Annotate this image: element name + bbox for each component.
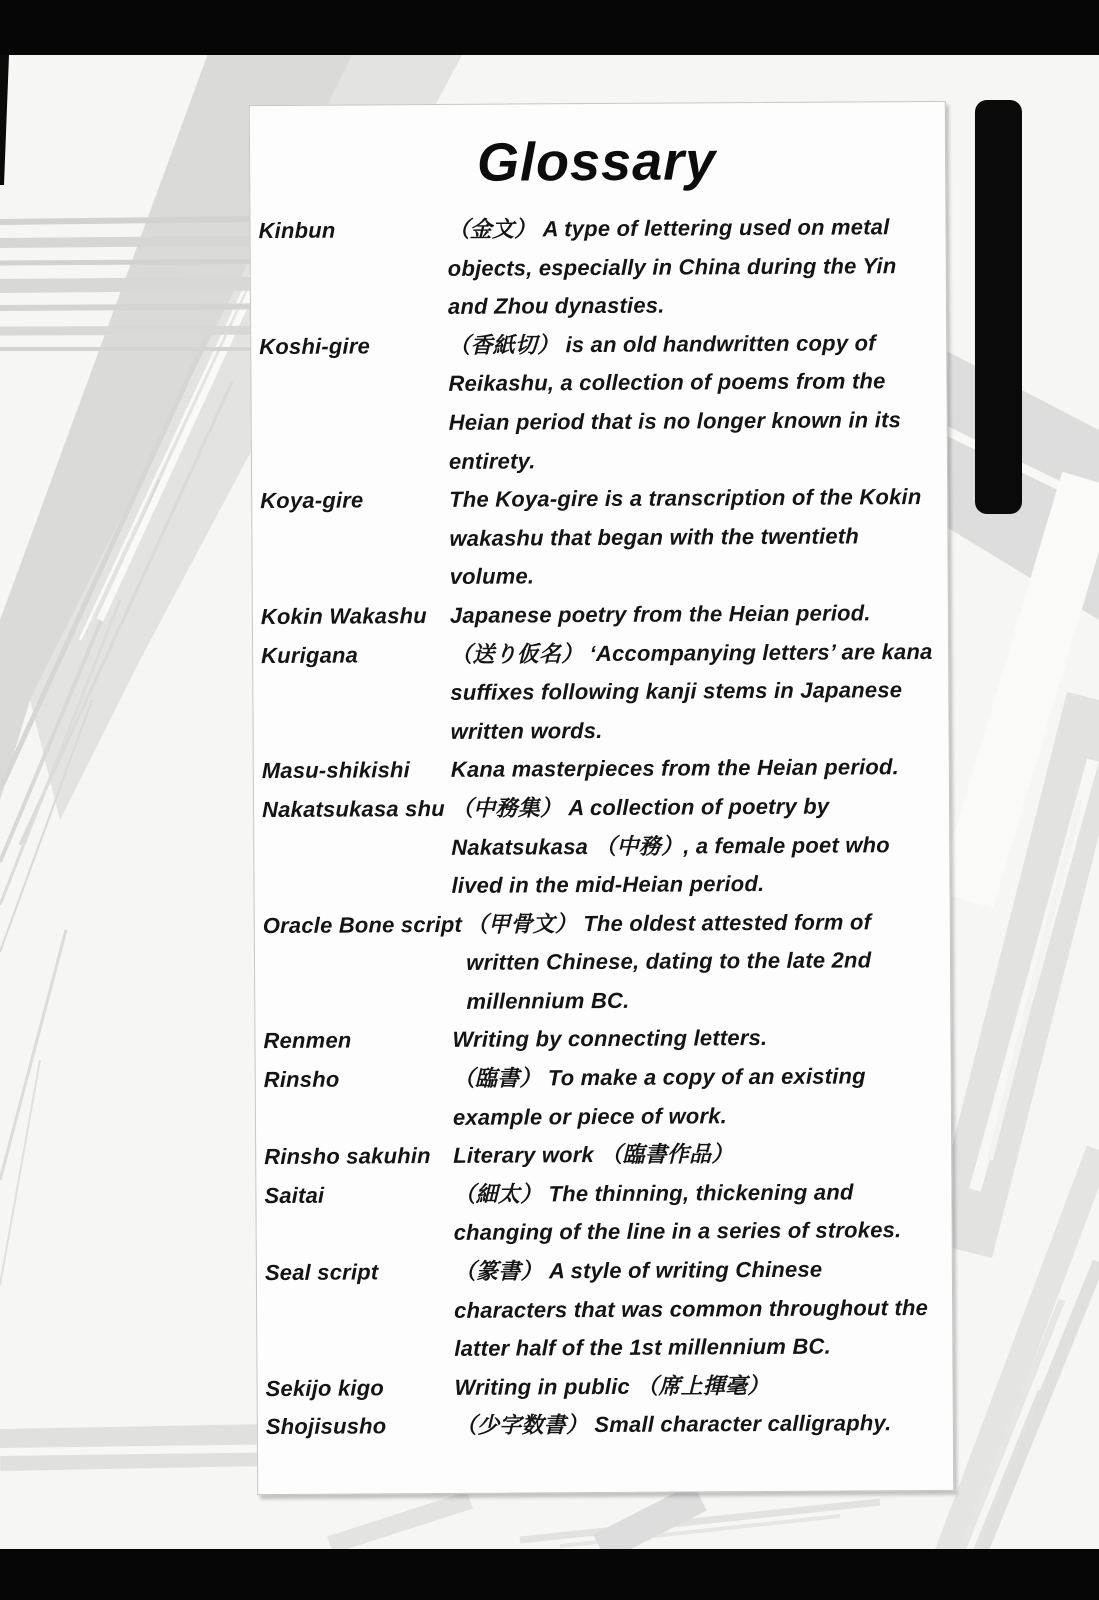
glossary-definition: （中務集） A collection of poetry by Nakatsukasa （中務）, a female poet who lived in the mid-Heian period.: [450, 793, 890, 899]
glossary-term: Kurigana: [261, 642, 359, 668]
glossary-definition: Japanese poetry from the Heian period.: [449, 600, 871, 628]
glossary-definition: The Koya-gire is a transcription of the Kokin wakashu that began with the twentieth volume.: [449, 484, 922, 590]
bottom-frame-bar: [0, 1549, 1099, 1600]
glossary-term: Rinsho sakuhin: [264, 1143, 431, 1170]
glossary-definition: Writing by connecting letters.: [452, 1025, 768, 1053]
glossary-entry: [263, 1018, 940, 1061]
glossary-term: Nakatsukasa shu: [261, 795, 445, 822]
glossary-entry: [262, 748, 939, 791]
glossary-entry: [262, 787, 940, 907]
glossary-entry: [263, 903, 941, 1023]
glossary-term: Saitai: [264, 1182, 325, 1208]
glossary-term: Shojisusho: [265, 1413, 387, 1440]
glossary-term: Sekijo kigo: [265, 1375, 385, 1401]
glossary-entry: [258, 208, 936, 328]
glossary-definition: （臨書） To make a copy of an existing example or piece of work.: [452, 1063, 866, 1130]
glossary-definition: Kana masterpieces from the Heian period.: [450, 754, 900, 783]
glossary-term: Kokin Wakashu: [260, 603, 427, 630]
glossary-definition: Literary work （臨書作品）: [453, 1141, 734, 1169]
glossary-definition: （甲骨文） The oldest attested form of written Chinese, dating to the late 2nd millennium BC.: [465, 909, 872, 1014]
glossary-card: [249, 101, 954, 1495]
glossary-definition: Writing in public （席上揮毫）: [454, 1372, 770, 1400]
glossary-definition: （少字数書） Small character calligraphy.: [454, 1410, 892, 1439]
glossary-term: Seal script: [264, 1259, 379, 1286]
glossary-term: Oracle Bone script: [262, 911, 463, 938]
glossary-entry: [265, 1250, 943, 1370]
glossary-definition: （香紙切） is an old handwritten copy of Reikashu, a collection of poems from the Heian period that is no longer known in its entirety.: [448, 330, 902, 474]
glossary-entry: [261, 632, 939, 752]
glossary-entry: [259, 324, 937, 483]
glossary-definition: （送り仮名） ‘Accompanying letters’ are kana suffixes following kanji stems in Japanese written words.: [450, 638, 933, 744]
glossary-term: Masu-shikishi: [261, 757, 410, 784]
glossary-definition: （金文） A type of lettering used on metal objects, especially in China during the Yin and Zhou dynasties.: [447, 214, 897, 320]
glossary-entry: [265, 1366, 942, 1409]
glossary-definition: （細太） The thinning, thickening and changing of the line in a series of strokes.: [453, 1179, 902, 1246]
glossary-entry: [264, 1057, 941, 1138]
glossary-entry: [261, 594, 938, 637]
glossary-entry: [264, 1173, 941, 1254]
glossary-list: [258, 208, 943, 1447]
glossary-term: Kinbun: [258, 217, 336, 244]
glossary-entry: [266, 1404, 943, 1447]
glossary-term: Koshi-gire: [259, 333, 371, 359]
black-spine-marker: [975, 100, 1022, 514]
page-title: Glossary: [476, 131, 717, 193]
glossary-term: Koya-gire: [260, 487, 364, 514]
top-frame-bar: [0, 0, 1099, 55]
glossary-definition: （篆書） A style of writing Chinese characters that was common throughout the latter half of the 1st millennium BC.: [453, 1256, 929, 1362]
glossary-term: Rinsho: [263, 1066, 340, 1093]
glossary-entry: [260, 478, 938, 598]
glossary-term: Renmen: [263, 1028, 352, 1054]
glossary-entry: [264, 1134, 941, 1177]
